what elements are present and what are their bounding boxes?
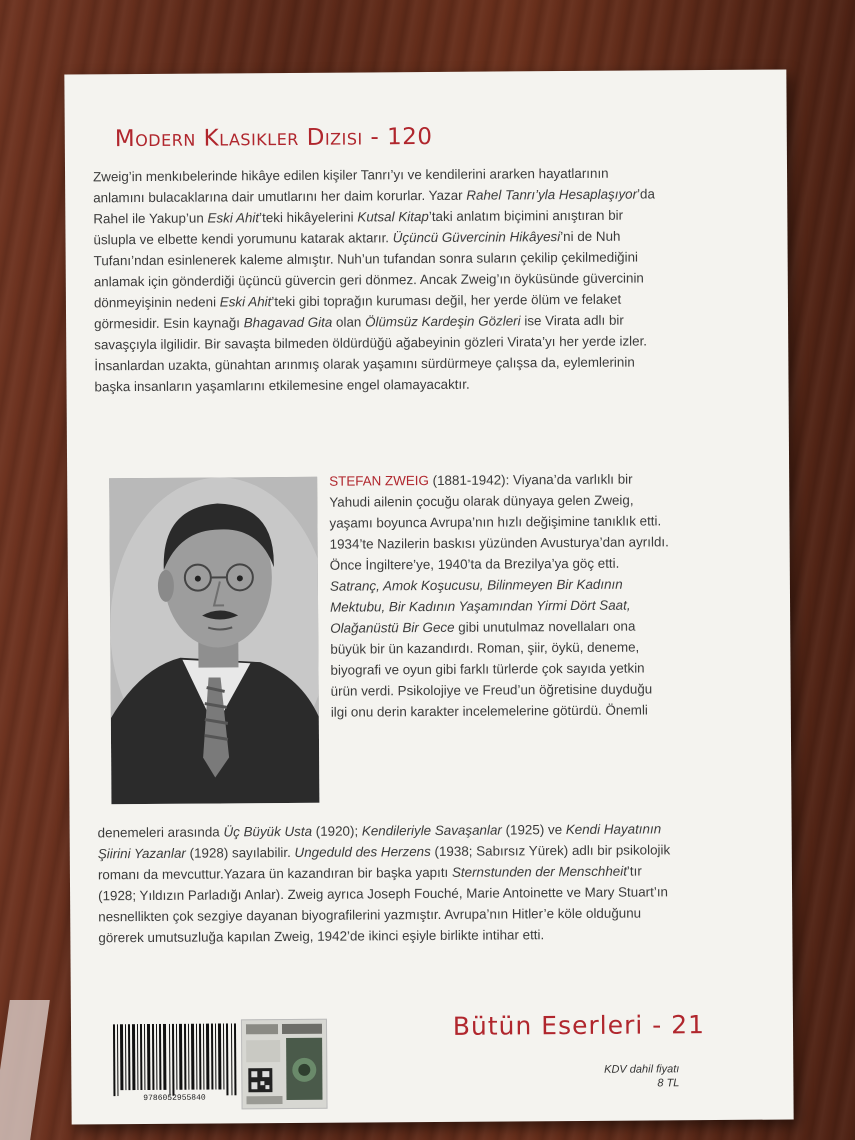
price-label: KDV dahil fiyatı (604, 1063, 680, 1076)
price-value: 8 TL (657, 1077, 680, 1090)
intro-paragraph: Zweig’in menkıbelerinde hikâye edilen kişiler Tanrı’yı ve kendilerini ararken hayatlarının anlamını bulacaklarına dair umutlarını her daim korurlar. Yazar Rahel Tanrı’yla Hesaplaşıyor’da Rahel ile Yakup’un Eski Ahit’teki hikâyelerini Kutsal Kitap’taki anlatım biçimini anıştıran bir üslupla ve elbette kendi yorumunu katarak aktarır. Üçüncü Güvercinin Hikâyesi’ni de Nuh Tufanı’ndan esinlenerek kaleme almıştır. Nuh’un tufandan sonra suların çekilip çekilmediğini anlamak için gönderdiği üçüncü güvercin geri dönmez. Ancak Zweig’ın öyküsünde güvercinin dönmeyişinin nedeni Eski Ahit’teki gibi toprağın kuruması değil, her yerde ölüm ve felaket görmesidir. Esin kaynağı Bhagavad Gita olan Ölümsüz Kardeşin Gözleri ise Virata adlı bir savaşçıyla ilgilidir. Bir savaşta bilmeden öldürdüğü ağabeyinin gözleri Virata’yı her yerde izler. İnsanlardan uzakta, günahtan arınmış olarak yaşamını sürdürmeye çalışsa da, eylemlerinin başka insanların yaşamlarını etkilemesine engel olamayacaktır. (93, 165, 655, 395)
publisher-logo-icon (242, 1020, 327, 1109)
table-background-edge (0, 1000, 50, 1140)
book-back-cover (64, 69, 793, 1124)
author-bio-right: STEFAN ZWEIG (1881-1942): Viyana’da varlıklı bir Yahudi ailenin çocuğu olarak dünyaya gelen Zweig, yaşamı boyunca Avrupa’nın hızlı değişimine tanıklık etti. 1934’te Nazilerin baskısı yüzünden Avusturya’dan ayrıldı. Önce İngiltere’ye, 1940’ta da Brezilya’ya göç etti. Satranç, Amok Koşucusu, Bilinmeyen Bir Kadının Mektubu, Bir Kadının Yaşamından Yirmi Dört Saat, Olağanüstü Bir Gece gibi unutulmaz novellaları ona büyük bir ün kazandırdı. Roman, şiir, öykü, deneme, biyografi ve oyun gibi farklı türlerde çok sayıda yetkin ürün verdi. Psikolojiye ve Freud’un öğretisine duyduğu ilgi onu derin karakter incelemelerine götürdü. Önemli (329, 471, 669, 720)
series-title: Modern Klasikler Dizisi - 120 (114, 123, 433, 153)
author-portrait-drawing (109, 477, 319, 804)
barcode-number: 9786052955840 (143, 1093, 206, 1104)
publisher-sticker (241, 1019, 328, 1110)
barcode-icon (111, 1023, 237, 1096)
author-name: STEFAN ZWEIG (329, 472, 429, 489)
author-portrait (109, 477, 319, 804)
collection-label: Bütün Eserleri - 21 (452, 1010, 706, 1041)
author-bio-bottom: denemeleri arasında Üç Büyük Usta (1920); Kendileriyle Savaşanlar (1925) ve Kendi Hayatının Şiirini Yazanlar (1928) sayılabilir. Ungeduld des Herzens (1938; Sabırsız Yürek) adlı bir psikolojik romanı da mevcuttur.Yazara ün kazandıran bir başka yapıtı Sternstunden der Menschheit’tır (1928; Yıldızın Parladığı Anlar). Zweig ayrıca Joseph Fouché, Marie Antoinette ve Mary Stuart’ın nesnellikten çok sezgiye dayanan biyografilerini yazmıştır. Avrupa’nın Hitler’e köle olduğunu görerek umutsuzluğa kapılan Zweig, 1942’de ikinci eşiyle birlikte intihar etti. (97, 821, 671, 946)
price-info (569, 1062, 679, 1091)
